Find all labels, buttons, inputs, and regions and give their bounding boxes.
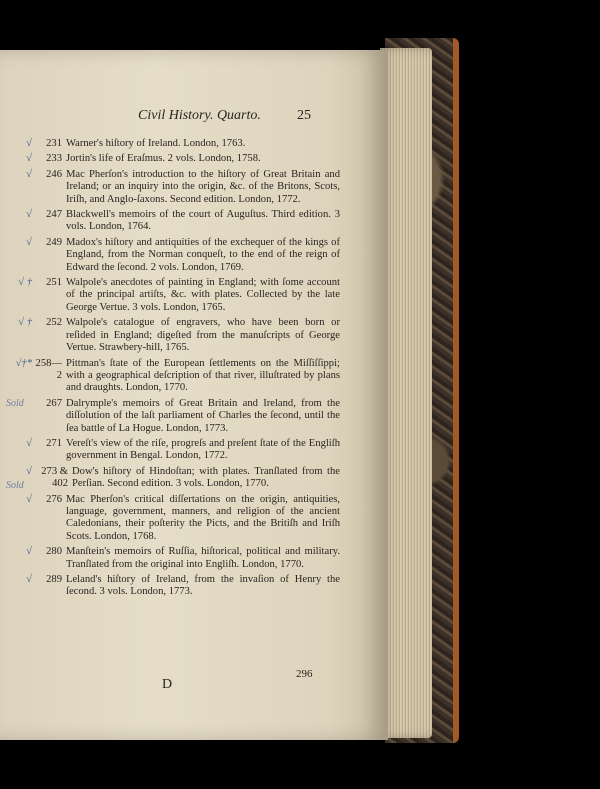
- book-page: [0, 50, 388, 740]
- entry-text: Pittman's ſtate of the European ſettlements on the Miſſiſſippi; with a geographical deſcription of that river, illuſtrated by plans and draughts. London, 1770.: [66, 357, 340, 394]
- entry-text: Dow's hiſtory of Hindoſtan; with plates. Tranſlated from the Perſian. Second edition. 3 vols. London, 1770.: [72, 465, 340, 490]
- running-title: Civil History. Quarto.: [138, 108, 261, 123]
- catalog-entry: [10, 438, 340, 463]
- entry-number: 233: [46, 153, 62, 165]
- catalog-entry: [10, 209, 340, 234]
- entry-number: 258—2: [35, 357, 62, 381]
- check-mark: √†*: [15, 357, 32, 369]
- entry-number: 271: [46, 437, 62, 449]
- catalog-entry: [10, 546, 340, 571]
- catalog-number: 296: [296, 668, 313, 680]
- check-mark: √ †: [18, 277, 32, 289]
- entry-text: Manſtein's memoirs of Ruſſia, hiſtorical, political and military. Tranſlated from the original into Engliſh. London, 1770.: [66, 546, 340, 570]
- catalog-entry: [10, 277, 340, 314]
- entry-text: Mac Pherſon's critical diſſertations on the origin, antiquities, language, government, manners, and religion of the ancient Caledonians, their poſterity the Picts, and the Britiſh and Iriſh Scots. London, 1768.: [66, 493, 340, 542]
- entry-number: 249: [46, 236, 62, 248]
- catalog-entry: [10, 494, 340, 544]
- entry-number: 247: [46, 209, 62, 221]
- check-mark: √: [26, 465, 32, 477]
- check-mark: √: [26, 153, 32, 165]
- entry-text: Walpole's catalogue of engravers, who have been born or reſided in England; digeſted from the manuſcripts of George Vertue. Strawbery-hill, 1765.: [66, 317, 340, 354]
- entry-text: Walpole's anecdotes of painting in England; with ſome account of the principal artiſts, &c. with plates. Collected by the late George Vertue. 3 vols. London, 1765.: [66, 277, 340, 313]
- entry-text: Leland's hiſtory of Ireland, from the invaſion of Henry the ſecond. 3 vols. London, 1773.: [66, 574, 340, 598]
- entry-number: 246: [46, 168, 62, 180]
- entry-number: 280: [46, 546, 62, 558]
- entry-text: Madox's hiſtory and antiquities of the exchequer of the kings of England, from the Norman conqueſt, to the end of the reign of Edward the ſecond. 2 vols. London, 1769.: [66, 236, 340, 273]
- catalog-entry: [10, 169, 340, 206]
- catalog-entries: [6, 138, 340, 602]
- entry-text: Vereſt's view of the riſe, progreſs and preſent ſtate of the Engliſh government in Bengal. London, 1772.: [66, 437, 340, 462]
- entry-text: Blackwell's memoirs of the court of Auguſtus. Third edition. 3 vols. London, 1764.: [66, 209, 340, 233]
- check-mark: √: [26, 437, 32, 449]
- check-mark: √: [26, 209, 32, 221]
- entry-text: Warner's hiſtory of Ireland. London, 1763.: [66, 138, 246, 149]
- check-mark: √: [26, 168, 32, 180]
- catalog-entry: [6, 397, 340, 435]
- entry-number: 276: [46, 493, 62, 505]
- entry-number: 267: [46, 397, 62, 409]
- catalog-entry: [10, 317, 340, 354]
- catalog-entry: [10, 237, 340, 274]
- page-number: 25: [297, 108, 311, 123]
- sold-note: Sold: [6, 397, 24, 409]
- entry-text: Dalrymple's memoirs of Great Britain and Ireland, from the diſſolution of the laſt parliament of Charles the ſecond, until the ſea battle of La Hogue. London, 1773.: [66, 397, 340, 434]
- entry-number: 252: [46, 317, 62, 329]
- catalog-entry: [6, 465, 340, 491]
- sold-note: Sold: [6, 479, 24, 491]
- catalog-entry: [10, 358, 340, 395]
- entry-number: 273 & 402: [41, 465, 68, 490]
- check-mark: √: [26, 546, 32, 558]
- entry-text: Mac Pherſon's introduction to the hiſtory of Great Britain and Ireland; or an inquiry into the origin, &c. of the Britons, Scots, Iriſh, and Anglo-ſaxons. Second edition. London, 1772.: [66, 168, 340, 205]
- entry-number: 251: [46, 277, 62, 289]
- entry-number: 289: [46, 574, 62, 585]
- check-mark: √: [26, 574, 32, 585]
- entry-text: Jortin's life of Eraſmus. 2 vols. London, 1758.: [66, 153, 261, 165]
- book: [0, 38, 460, 750]
- catalog-entry: [10, 574, 340, 599]
- catalog-entry: [10, 153, 340, 165]
- check-mark: √ †: [18, 317, 32, 329]
- check-mark: √: [26, 493, 32, 505]
- check-mark: √: [26, 236, 32, 248]
- entry-number: 231: [46, 138, 62, 149]
- catalog-entry: [10, 138, 340, 150]
- check-mark: √: [26, 138, 32, 149]
- signature-mark: D: [162, 677, 173, 692]
